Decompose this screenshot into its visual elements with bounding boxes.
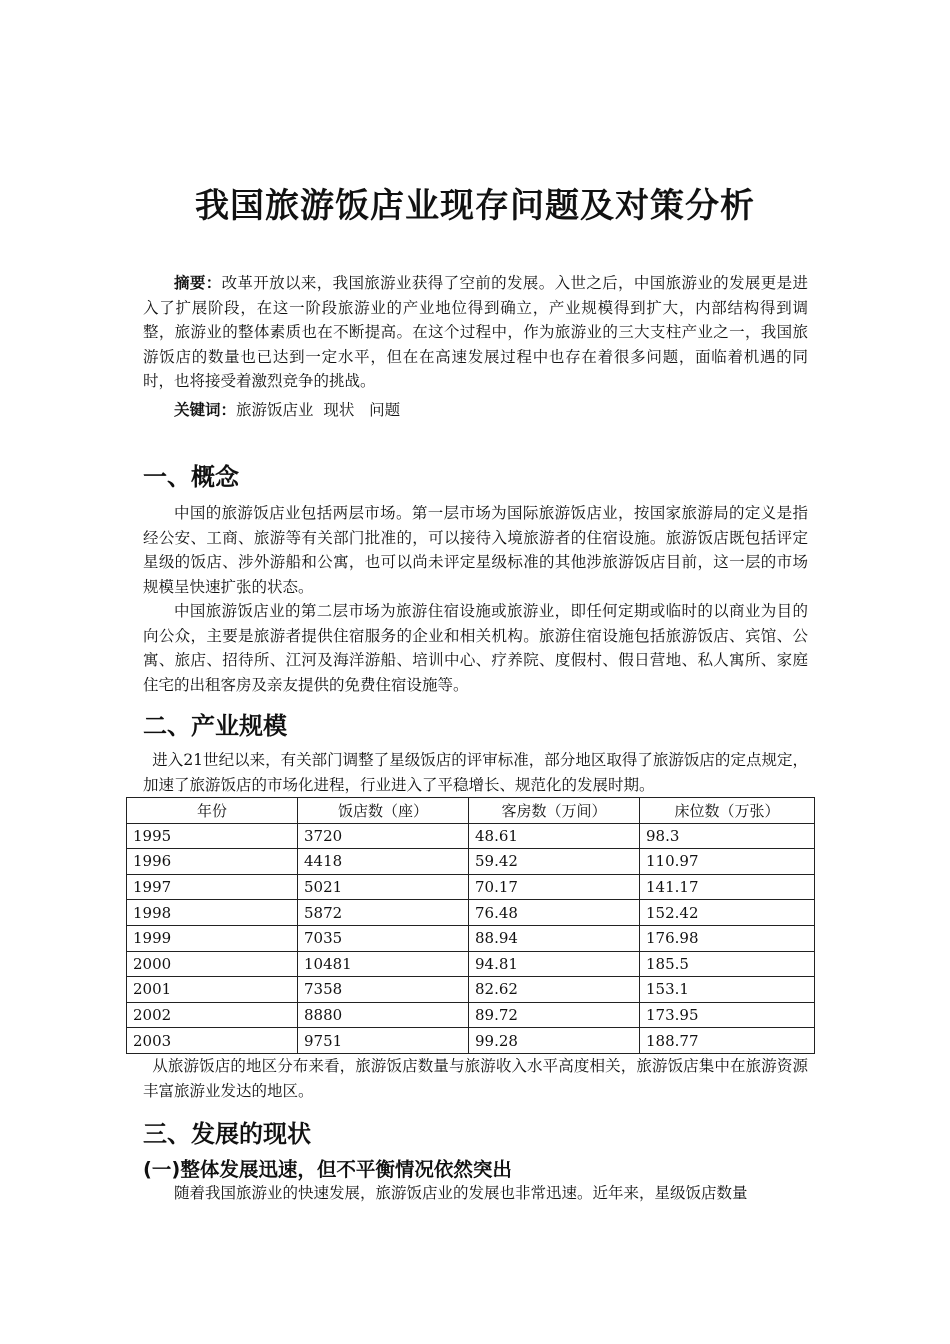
table-row <box>127 874 815 900</box>
table-cell: 110.97 <box>640 849 815 875</box>
table-cell: 2001 <box>127 977 298 1003</box>
scale-intro-paragraph: 进入21世纪以来，有关部门调整了星级饭店的评审标准，部分地区取得了旅游饭店的定点规定，加速了旅游饭店的市场化进程，行业进入了平稳增长、规范化的发展时期。 <box>143 751 808 794</box>
table-cell: 7358 <box>298 977 469 1003</box>
table-cell: 1995 <box>127 823 298 849</box>
abstract-label: 摘要： <box>174 273 222 292</box>
table-cell: 141.17 <box>640 874 815 900</box>
table-cell: 8880 <box>298 1002 469 1028</box>
concept-paragraph-2: 中国旅游饭店业的第二层市场为旅游住宿设施或旅游业，即任何定期或临时的以商业为目的向公众，主要是旅游者提供住宿服务的企业和相关机构。旅游住宿设施包括旅游饭店、宾馆、公寓、旅店、招待所、江河及海洋游船、培训中心、疗养院、度假村、假日营地、私人寓所、家庭住宅的出租客房及亲友提供的免费住宿设施等。 <box>143 602 808 694</box>
table-row <box>127 900 815 926</box>
table-cell: 4418 <box>298 849 469 875</box>
table-cell: 89.72 <box>469 1002 640 1028</box>
table-cell: 7035 <box>298 925 469 951</box>
document-title: 我国旅游饭店业现存问题及对策分析 <box>195 186 755 226</box>
section-heading-concept: 一、概念 <box>143 463 239 491</box>
table-cell: 48.61 <box>469 823 640 849</box>
table-cell: 173.95 <box>640 1002 815 1028</box>
status-paragraph-1: 随着我国旅游业的快速发展，旅游饭店业的发展也非常迅速。近年来，星级饭店数量 <box>174 1184 748 1202</box>
table-cell: 1997 <box>127 874 298 900</box>
table-cell: 1996 <box>127 849 298 875</box>
keywords-paragraph <box>143 398 808 423</box>
table-cell: 98.3 <box>640 823 815 849</box>
keywords-label: 关键词： <box>174 400 237 419</box>
table-cell: 176.98 <box>640 925 815 951</box>
table-row <box>127 925 815 951</box>
table-cell: 1998 <box>127 900 298 926</box>
table-cell: 188.77 <box>640 1028 815 1054</box>
table-cell: 5021 <box>298 874 469 900</box>
scale-distribution-paragraph: 从旅游饭店的地区分布来看，旅游饭店数量与旅游收入水平高度相关，旅游饭店集中在旅游资源丰富旅游业发达的地区。 <box>143 1057 808 1100</box>
table-cell: 3720 <box>298 823 469 849</box>
hotel-statistics-table <box>126 797 815 1054</box>
table-cell: 70.17 <box>469 874 640 900</box>
table-cell: 2000 <box>127 951 298 977</box>
table-cell: 59.42 <box>469 849 640 875</box>
table-cell: 2002 <box>127 1002 298 1028</box>
section-heading-scale: 二、产业规模 <box>143 712 287 740</box>
table-cell: 185.5 <box>640 951 815 977</box>
abstract-text: 改革开放以来，我国旅游业获得了空前的发展。入世之后，中国旅游业的发展更是进入了扩展阶段，在这一阶段旅游业的产业地位得到确立，产业规模得到扩大，内部结构得到调整，旅游业的整体素质也在不断提高。在这个过程中，作为旅游业的三大支柱产业之一，我国旅游饭店的数量也已达到一定水平，但在在高速发展过程中也存在着很多问题，面临着机遇的同时，也将接受着激烈竞争的挑战。 <box>143 274 808 390</box>
section-heading-status: 三、发展的现状 <box>143 1120 311 1148</box>
table-cell: 9751 <box>298 1028 469 1054</box>
table-cell: 1999 <box>127 925 298 951</box>
table-cell: 88.94 <box>469 925 640 951</box>
table-cell: 5872 <box>298 900 469 926</box>
table-header-year: 年份 <box>127 798 298 824</box>
table-row <box>127 951 815 977</box>
concept-paragraph-1: 中国的旅游饭店业包括两层市场。第一层市场为国际旅游饭店业，按国家旅游局的定义是指经公安、工商、旅游等有关部门批准的，可以接待入境旅游者的住宿设施。旅游饭店既包括评定星级的饭店、涉外游船和公寓，也可以尚未评定星级标准的其他涉旅游饭店目前，这一层的市场规模呈快速扩张的状态。 <box>143 504 808 596</box>
table-cell: 2003 <box>127 1028 298 1054</box>
subsection-heading-overall-development: (一)整体发展迅速，但不平衡情况依然突出 <box>143 1158 512 1181</box>
table-cell: 153.1 <box>640 977 815 1003</box>
table-cell: 152.42 <box>640 900 815 926</box>
table-row <box>127 977 815 1003</box>
table-row <box>127 1028 815 1054</box>
table-cell: 99.28 <box>469 1028 640 1054</box>
table-header-hotels: 饭店数（座） <box>298 798 469 824</box>
table-cell: 82.62 <box>469 977 640 1003</box>
table-row <box>127 1002 815 1028</box>
table-row <box>127 823 815 849</box>
table-header-rooms: 客房数（万间） <box>469 798 640 824</box>
table-cell: 10481 <box>298 951 469 977</box>
table-header-beds: 床位数（万张） <box>640 798 815 824</box>
keywords-text: 旅游饭店业 现状 问题 <box>236 401 401 419</box>
table-row <box>127 849 815 875</box>
table-cell: 94.81 <box>469 951 640 977</box>
table-header-row <box>127 798 815 824</box>
abstract-paragraph <box>143 271 808 394</box>
table-cell: 76.48 <box>469 900 640 926</box>
